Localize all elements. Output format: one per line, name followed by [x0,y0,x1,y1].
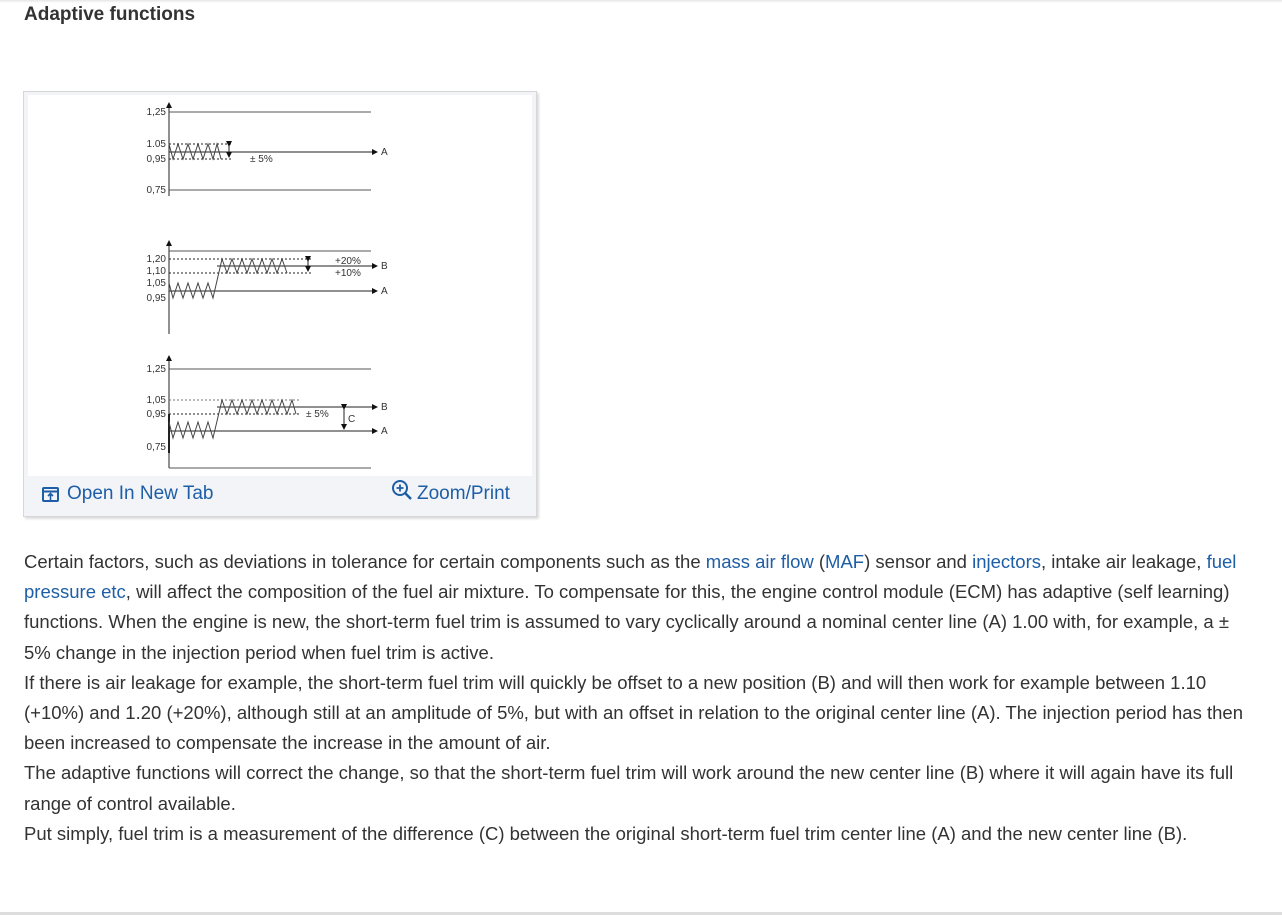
paragraph-3: The adaptive functions will correct the change, so that the short-term fuel trim will work around the new center line (B) where it will again have its full range of control available. [24,762,1234,814]
d2-tick-105: 1,05 [146,278,166,289]
open-new-tab-link[interactable] [42,483,213,505]
maf-link[interactable]: MAF [825,551,865,572]
text: , will affect the composition of the fuel air mixture. To compensate for this, the engine control module (ECM) has adaptive (self learning) functions. When the engine is new, the short-term fuel trim is assumed to vary cyclically around a nominal center line (A) 1.00 with, for example, a ± 5% change in the injection period when fuel trim is active. [24,581,1230,663]
d1-tick-105: 1.05 [146,139,166,150]
open-new-tab-label: Open In New Tab [67,483,214,504]
d1-tick-075: 0,75 [146,185,166,196]
page-title: Adaptive functions [24,4,196,25]
d3-tick-095: 0,95 [146,409,166,420]
d2-label-a: A [381,286,388,297]
d3-tick-125: 1,25 [146,364,166,375]
d1-amplitude: ± 5% [250,154,273,165]
text: , intake air leakage, [1040,551,1207,572]
d3-tick-105: 1,05 [146,395,166,406]
open-new-tab-icon [42,487,59,502]
fuel-pressure-link[interactable]: fuel pressure etc [24,551,1237,603]
text: Certain factors, such as deviations in tolerance for certain components such as the [24,551,706,572]
zoom-print-label: Zoom/Print [417,483,510,504]
d3-amplitude: ± 5% [306,409,329,420]
injectors-link[interactable]: injectors [972,551,1041,572]
d2-label-20: +20% [335,256,361,267]
d2-tick-095: 0,95 [146,293,166,304]
paragraph-4: Put simply, fuel trim is a measurement of the difference (C) between the original short-term fuel trim center line (A) and the new center line (B). [24,822,1188,844]
diagram-svg [1,1,541,481]
zoom-print-link[interactable] [391,483,510,505]
paragraph-2: If there is air leakage for example, the short-term fuel trim will quickly be offset to a new position (B) and will then work for example between 1.10 (+10%) and 1.20 (+20%), although still at an amplitude of 5%, but with an offset in relation to the original center line (A). The injection period has then been increased to compensate the increase in the amount of air. [24,671,1243,754]
d1-tick-125: 1,25 [146,107,166,118]
text: ) sensor and [864,551,973,572]
fuel-trim-diagram[interactable] [28,95,532,476]
d2-tick-110: 1,10 [146,266,166,277]
d2-tick-120: 1,20 [146,254,166,265]
d3-label-b: B [381,402,388,413]
text: ( [813,551,826,572]
d3-label-a: A [381,426,388,437]
d3-label-c: C [348,414,356,425]
d1-tick-095: 0,95 [146,154,166,165]
figure [23,91,537,517]
d2-label-b: B [381,261,388,272]
article-body [24,547,1259,849]
d2-label-10: +10% [335,268,361,279]
zoom-in-icon [391,479,413,501]
d3-tick-075: 0,75 [146,442,166,453]
paragraph-1 [24,547,1259,668]
d1-label-a: A [381,147,388,158]
mass-air-flow-link[interactable]: mass air flow [705,551,814,572]
